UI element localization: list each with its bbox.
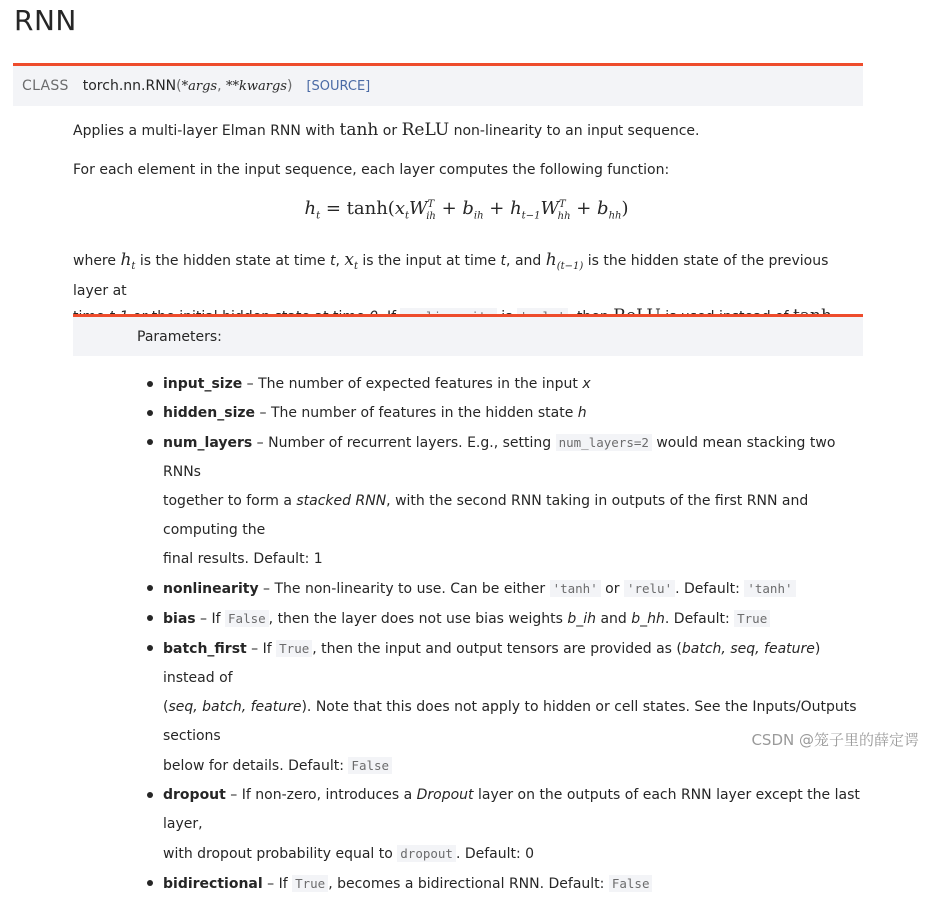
arg-kwargs: **kwargs	[226, 79, 287, 94]
parameter-list	[145, 370, 865, 899]
class-signature-bar	[13, 63, 863, 106]
class-signature	[83, 78, 293, 94]
signature-name: torch.nn.RNN	[82, 78, 177, 94]
param-input-size: input_size – The number of expected features in the input x	[145, 370, 865, 399]
intro-text-end: non-linearity to an input sequence.	[449, 123, 700, 139]
tanh-math: tanh	[339, 120, 379, 140]
param-batch-first: batch_first – If True , then the input and output tensors are provided as (batch, seq, feature) instead of (seq, batch, feature). Note that this does not apply to hidden or cell states. See the Inputs/Outputs sections below for details. Default: False	[145, 634, 865, 781]
parameters-label: Parameters:	[137, 328, 222, 345]
page-title: RNN	[14, 4, 77, 37]
rnn-equation: $h_t = \tanh(x_tW^T_{ih} + b_{ih} + h_{t-1}W^T_{hh} + b_{hh})$	[304, 198, 629, 222]
arg-comma: ,	[217, 78, 226, 94]
close-paren: )	[286, 78, 293, 94]
param-hidden-size: hidden_size – The number of features in the hidden state h	[145, 399, 865, 428]
param-bias: bias – If False , then the layer does not use bias weights b_ih and b_hh. Default: True	[145, 604, 865, 634]
csdn-watermark: CSDN @笼子里的薛定谔	[751, 731, 919, 749]
class-keyword: CLASS	[22, 78, 69, 94]
intro-or: or	[378, 123, 402, 139]
for-each-paragraph: For each element in the input sequence, each layer computes the following function:	[73, 162, 670, 178]
arg-args: *args	[181, 79, 218, 94]
param-num-layers: num_layers – Number of recurrent layers. E.g., setting num_layers=2 would mean stacking two RNNs together to form a stacked RNN, with the second RNN taking in outputs of the first RNN and computing the final results. Default: 1	[145, 428, 865, 574]
intro-paragraph	[73, 118, 699, 143]
where-paragraph: where $h_t$ is the hidden state at time t, $x_t$ is the input at time t, and $h_{(t-1)}$ is the hidden state of the previous layer at	[73, 248, 863, 330]
relu-math: ReLU	[401, 120, 450, 140]
source-link[interactable]: [SOURCE]	[306, 78, 371, 94]
param-dropout: dropout – If non-zero, introduces a Dropout layer on the outputs of each RNN layer except the last layer, with dropout probability equal to dropout . Default: 0	[145, 781, 865, 869]
intro-text: Applies a multi-layer Elman RNN with	[73, 123, 340, 139]
param-bidirectional: bidirectional – If True , becomes a bidirectional RNN. Default: False	[145, 869, 865, 899]
param-nonlinearity: nonlinearity – The non-linearity to use. Can be either 'tanh' or 'relu' . Default: 'tanh'	[145, 574, 865, 604]
parameters-header	[73, 314, 863, 356]
open-paren: (	[176, 78, 182, 94]
